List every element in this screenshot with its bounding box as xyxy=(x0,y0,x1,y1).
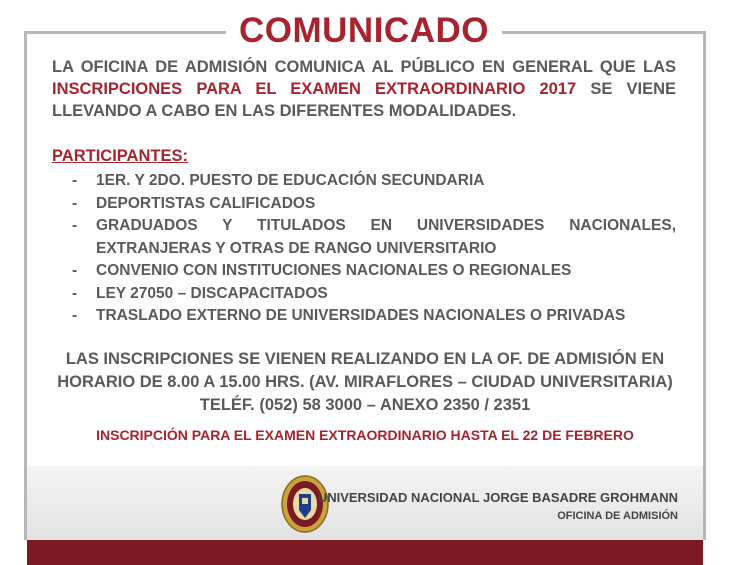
page-title: COMUNICADO xyxy=(226,8,502,54)
list-item xyxy=(52,215,676,260)
university-name: UNIVERSIDAD NACIONAL JORGE BASADRE GROHMANN xyxy=(317,490,678,505)
list-item-text: LEY 27050 – DISCAPACITADOS xyxy=(96,284,328,302)
list-item-text: GRADUADOS Y TITULADOS EN UNIVERSIDADES NACIONALES, EXTRANJERAS Y OTRAS DE RANGO UNIVERSITARIO xyxy=(96,217,676,257)
list-dash: - xyxy=(72,194,78,212)
list-dash: - xyxy=(72,262,78,279)
list-dash: - xyxy=(72,307,78,324)
deadline-notice: INSCRIPCIÓN PARA EL EXAMEN EXTRAORDINARIO HASTA EL 22 DE FEBRERO xyxy=(96,427,634,443)
participants-heading: PARTICIPANTES: xyxy=(52,147,188,165)
intro-text-start: LA OFICINA DE ADMISIÓN COMUNICA AL PÚBLICO EN GENERAL QUE LAS xyxy=(52,58,676,76)
registration-info xyxy=(40,348,690,417)
list-item xyxy=(52,260,676,283)
list-item-text: TRASLADO EXTERNO DE UNIVERSIDADES NACIONALES O PRIVADAS xyxy=(96,307,626,324)
info-line: LAS INSCRIPCIONES SE VIENEN REALIZANDO EN LA OF. DE ADMISIÓN EN xyxy=(65,350,665,368)
list-item-text: CONVENIO CON INSTITUCIONES NACIONALES O REGIONALES xyxy=(96,262,572,279)
info-line: HORARIO DE 8.00 A 15.00 HRS. (AV. MIRAFLORES – CIUDAD UNIVERSITARIA) xyxy=(57,373,673,391)
info-line: TELÉF. (052) 58 3000 – ANEXO 2350 / 2351 xyxy=(199,396,531,414)
intro-highlight: INSCRIPCIONES PARA EL EXAMEN EXTRAORDINARIO 2017 xyxy=(52,80,577,98)
intro-paragraph xyxy=(52,56,676,122)
list-item-text: 1ER. Y 2DO. PUESTO DE EDUCACIÓN SECUNDARIA xyxy=(96,172,485,189)
list-item xyxy=(52,305,676,328)
participants-list xyxy=(52,170,676,328)
list-item xyxy=(52,283,676,306)
list-dash: - xyxy=(72,172,78,189)
list-item xyxy=(52,170,676,193)
list-dash: - xyxy=(72,284,78,302)
bottom-bar xyxy=(27,540,703,565)
intro-text-end: SE VIENE LLEVANDO A CABO EN LAS DIFERENTES MODALIDADES. xyxy=(52,80,676,120)
list-item xyxy=(52,193,676,216)
list-dash: - xyxy=(72,217,78,234)
list-item-text: DEPORTISTAS CALIFICADOS xyxy=(96,194,316,212)
office-name: OFICINA DE ADMISIÓN xyxy=(557,510,678,522)
